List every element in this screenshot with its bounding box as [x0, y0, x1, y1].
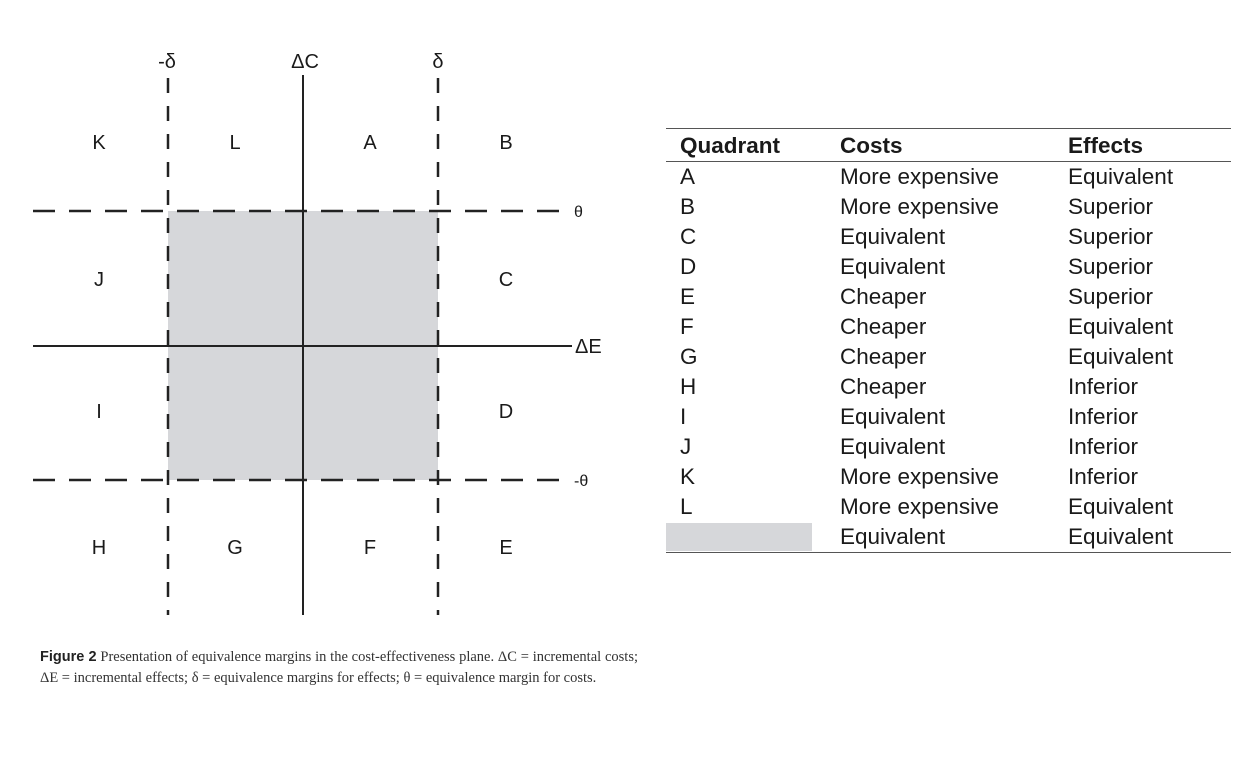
quadrant-J: J — [94, 269, 104, 291]
table-row — [666, 162, 1231, 193]
table-row — [666, 462, 1231, 492]
pos-delta-label: δ — [432, 51, 444, 73]
cell-quadrant-swatch — [666, 522, 826, 553]
quadrant-I: I — [96, 401, 102, 423]
cell-effects: Equivalent — [1068, 314, 1174, 339]
cell-effects: Superior — [1068, 194, 1154, 219]
table-row-equivalence — [666, 522, 1231, 553]
quadrant-E: E — [499, 537, 513, 559]
cell-costs: More expensive — [840, 164, 999, 189]
quadrant-B: B — [499, 132, 513, 154]
cell-costs: Equivalent — [840, 224, 946, 249]
cell-quadrant: I — [680, 404, 687, 429]
header-effects: Effects — [1054, 129, 1231, 162]
delta-e-label: ΔE — [575, 336, 602, 358]
quadrant-H: H — [91, 537, 107, 559]
cell-quadrant: J — [680, 434, 692, 459]
table-row — [666, 222, 1231, 252]
cell-quadrant: L — [680, 494, 693, 519]
figure-number: Figure 2 — [40, 649, 97, 665]
header-quadrant: Quadrant — [666, 129, 826, 162]
table-row — [666, 282, 1231, 312]
cell-effects: Superior — [1068, 284, 1154, 309]
cell-costs: Equivalent — [826, 522, 1054, 553]
table-row — [666, 342, 1231, 372]
cell-quadrant: G — [680, 344, 698, 369]
quadrant-table — [666, 128, 1231, 553]
quadrant-C: C — [498, 269, 514, 291]
cell-costs: More expensive — [840, 194, 999, 219]
cell-effects: Superior — [1068, 254, 1154, 279]
cell-costs: Cheaper — [840, 344, 927, 369]
cell-quadrant: K — [680, 464, 696, 489]
cell-effects: Superior — [1068, 224, 1154, 249]
cell-costs: Equivalent — [840, 404, 946, 429]
cell-costs: More expensive — [840, 494, 999, 519]
cell-costs: Cheaper — [840, 314, 927, 339]
cell-effects: Equivalent — [1068, 494, 1174, 519]
table-row — [666, 192, 1231, 222]
cell-costs: Cheaper — [840, 284, 927, 309]
table-row — [666, 402, 1231, 432]
table-row — [666, 312, 1231, 342]
delta-c-label: ΔC — [291, 51, 319, 73]
quadrant-D: D — [498, 401, 514, 423]
table-row — [666, 372, 1231, 402]
cell-effects: Inferior — [1068, 434, 1139, 459]
cell-effects: Equivalent — [1068, 164, 1174, 189]
cell-quadrant: B — [680, 194, 696, 219]
figure-caption — [40, 647, 638, 688]
table-row — [666, 432, 1231, 462]
cell-costs: Cheaper — [840, 374, 927, 399]
cell-costs: Equivalent — [840, 434, 946, 459]
quadrant-A: A — [363, 132, 377, 154]
cell-costs: More expensive — [840, 464, 999, 489]
quadrant-L: L — [229, 132, 241, 154]
cell-quadrant: D — [680, 254, 697, 279]
table-row — [666, 492, 1231, 522]
cell-quadrant: H — [680, 374, 697, 399]
quadrant-K: K — [92, 132, 106, 154]
pos-theta-label: θ — [574, 204, 583, 221]
cell-effects: Inferior — [1068, 404, 1139, 429]
cell-costs: Equivalent — [840, 254, 946, 279]
cell-quadrant: E — [680, 284, 696, 309]
quadrant-F: F — [363, 537, 377, 559]
neg-delta-label: -δ — [158, 51, 176, 73]
table-row — [666, 252, 1231, 282]
cell-effects: Equivalent — [1068, 344, 1174, 369]
cell-effects: Inferior — [1068, 374, 1139, 399]
cell-effects: Equivalent — [1054, 522, 1231, 553]
caption-text: Presentation of equivalence margins in the cost-effectiveness plane. ΔC = incremental costs; ΔE = incremental effects; δ = equivalence margins for effects; θ = equivalence margin for costs. — [40, 649, 638, 686]
neg-theta-label: -θ — [574, 473, 589, 490]
cell-quadrant: F — [680, 314, 694, 339]
cost-effectiveness-plane — [0, 0, 640, 630]
equivalence-swatch — [666, 523, 812, 551]
table-header-row — [666, 129, 1231, 162]
quadrant-G: G — [227, 537, 243, 559]
cell-effects: Inferior — [1068, 464, 1139, 489]
cell-quadrant: A — [680, 164, 696, 189]
header-costs: Costs — [826, 129, 1054, 162]
cell-quadrant: C — [680, 224, 697, 249]
